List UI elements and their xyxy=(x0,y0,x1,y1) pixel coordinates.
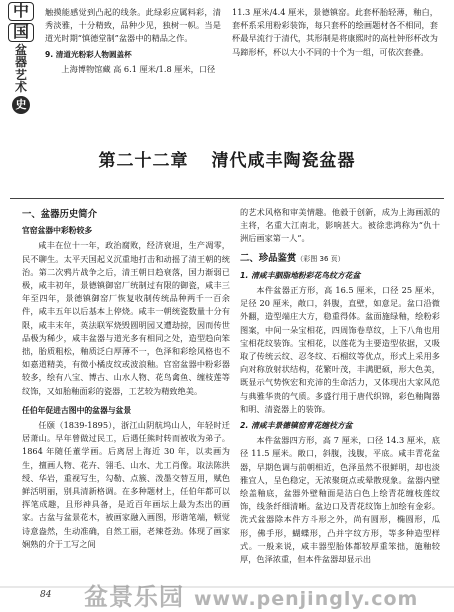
top-right-column xyxy=(232,6,438,59)
right-continued-paragraph: 的艺术风格和审美情趣。他毅于创新，成为上海画派的主将，名重大江南北，影响甚大。被徐悲鸿称为“仇十洲后画家第一人”。 xyxy=(240,207,440,244)
subheading-official-kiln: 官窑盆器中彩粉较多 xyxy=(22,226,93,236)
logo-char-5: 艺 xyxy=(14,67,27,82)
section-heading-appreciation xyxy=(240,252,440,266)
logo-char-3: 盆 xyxy=(14,42,27,57)
page-number: 84 xyxy=(40,590,52,600)
watermark-url: www.penjingly.com xyxy=(194,588,419,610)
chapter-number: 第二十二章 xyxy=(98,151,189,171)
item-2-heading: 2. 清咸丰景德镇窑青花缠枝方盆 xyxy=(240,421,353,431)
item-1-paragraph: 本件盆器正方形，高 16.5 厘米，口径 25 厘米，足径 20 厘米，敞口，斜腹，直壁，如意足。盆口沿微外翻，造型端庄大方，稳重得体。盆面施绿釉，绘粉彩图案，中间一朵宝相花，四周饰卷草纹，上下八角也用宝相花纹装饰。宝相花，以莲花为主要造型依据，又吸取了传统云纹、忍冬纹、石榴纹等优点，形式上采用多向对称放射状结构，花繁叶茂，丰满肥硕，形大色美，既显示气势恢宏和充沛的生命活力，又体现出大家风范与典雅华贵的气质。多盛行用于唐代织锦，彩色釉陶器和明、清瓷器上的装饰。 xyxy=(240,285,440,414)
section-heading-history: 一、盆器历史简介 xyxy=(22,209,98,220)
right-column xyxy=(240,206,440,566)
watermark-name: 盆景乐园 xyxy=(84,583,184,611)
logo-char-6: 术 xyxy=(14,80,27,95)
top-left-para: 触摸能感觉到凸起的线条。此绿彩应属料彩，清秀淡雅，十分精致，品种少见，独树一帜。当是道光时期“慎德堂制”盆器中的精品之作。 xyxy=(45,7,221,44)
logo-char-2: 国 xyxy=(8,23,34,42)
chapter-divider xyxy=(10,198,444,199)
history-paragraph: 咸丰在位十一年，政治腐败，经济衰退，生产凋零，民不聊生。太平天国起义沉重地打击和动摇了清王朝的统治。第二次鸦片战争之后，清王朝日趋衰落，国力渐弱已极，咸丰初年，景德镇御窑厂统制过有限的御瓷，咸丰三年至四年，景德镇御窑厂恢复收制传统品种两千一百余件，咸丰五年以后基本上停烧。咸丰一朝统瓷数量十分有限，咸丰末年，英法联军烧毁圆明园又遭劫掠，因而传世品极为稀少，咸丰盆器与道光多有相同之处，造型趋向笨拙，胎质粗松，釉质泛白厚薄不一，色泽和彩绘风格也不如嘉道精美，有微小橘皮纹或波浪釉。官窑盆器中粉彩器较多，绘有八宝、博古、山水人物、花鸟禽鱼、缠枝莲等纹饰，又如胎釉面彩的瓷器，工艺较为精致绝美。 xyxy=(22,240,230,396)
logo-char-1: 中 xyxy=(8,2,34,21)
top-left-subheading: 9. 清道光粉彩人物圆盖杯 xyxy=(45,49,132,59)
section-title: 二、珍品鉴赏 xyxy=(240,252,297,264)
chapter-title: 清代咸丰陶瓷盆器 xyxy=(211,151,356,171)
subheading-ren-bonian: 任伯年促进古图中的盆器与盆景 xyxy=(22,405,132,415)
site-watermark xyxy=(84,577,418,612)
logo-char-4: 器 xyxy=(14,55,27,70)
section-note: （彩图 36 页） xyxy=(296,254,345,263)
item-1-heading: 1. 清咸丰胭脂地粉彩花鸟纹方花盆 xyxy=(240,270,361,280)
ren-bonian-paragraph: 任颐（1839-1895），浙江山阴航坞山人，年轻时迁居萧山。早年曾做过民工，后遇任熊时转而被收为弟子。1864 年随任董学画。后离居上海近 30 年，以卖画为生，擅画人物、花卉、翎毛、山水、尤工肖像。取法陈洪绶、华岩，重视写生，勾勒、点簇、泼墨交替互用，赋色鲜活明丽，别具清新格调。在多种题材上，任伯年都可以挥笔成趣，且形神具备，是近百年画坛上最为杰出的画家。古盆与盆景花木，被画家融入画图，形谐笔端，顿觉诗意盎然，生动准确，自然工丽，老辣苍劲。体现了画家娴熟的介于工写之间 xyxy=(22,420,230,549)
left-column xyxy=(22,206,230,551)
series-logo xyxy=(6,2,36,114)
top-left-column xyxy=(45,6,221,76)
top-right-para: 11.3 厘米/4.4 厘米，景德镇窑。此套杯胎轻薄，釉白，套杯系采用粉彩装饰，每只套杯的绘画题材各不相同，套杯最早流行于清代，其形制是将康熙时的高杜钟形杯改为马蹄形杯，杯以大小不同的十个为一组，可依次套叠。 xyxy=(232,7,438,57)
chapter-heading xyxy=(0,146,454,171)
top-left-para-2: 上海博物馆藏 高 6.1 厘米/1.8 厘米，口径 xyxy=(61,63,216,74)
logo-seal-icon: 史 xyxy=(12,96,30,114)
item-2-paragraph: 本件盆器四方形，高 7 厘米，口径 14.3 厘米，底径 11.5 厘米。敞口，斜腹，浅腹，平底。咸丰青花盆器，早期色调与前朝相近，色泽虽然不很鲜明，却也淡雅宜人，呈色稳定，无浓聚斑点或晕散现象。盆器内壁绘盖釉底，盆器外壁釉面是洁白色上绘青花缠枝莲纹饰，线条纤细清晰。盆边口及青花纹饰上加绘有金彩。洗式盆器除本件方斗形之外，尚有圆形，椭圆形，瓜形，佛手形，蝴蝶形，凸并字纹方形，等多种造型样式。一般来说，咸丰器型胎体都较厚重笨拙，施釉较厚，色泽浓重，但本件盆器却显示出 xyxy=(240,435,440,565)
